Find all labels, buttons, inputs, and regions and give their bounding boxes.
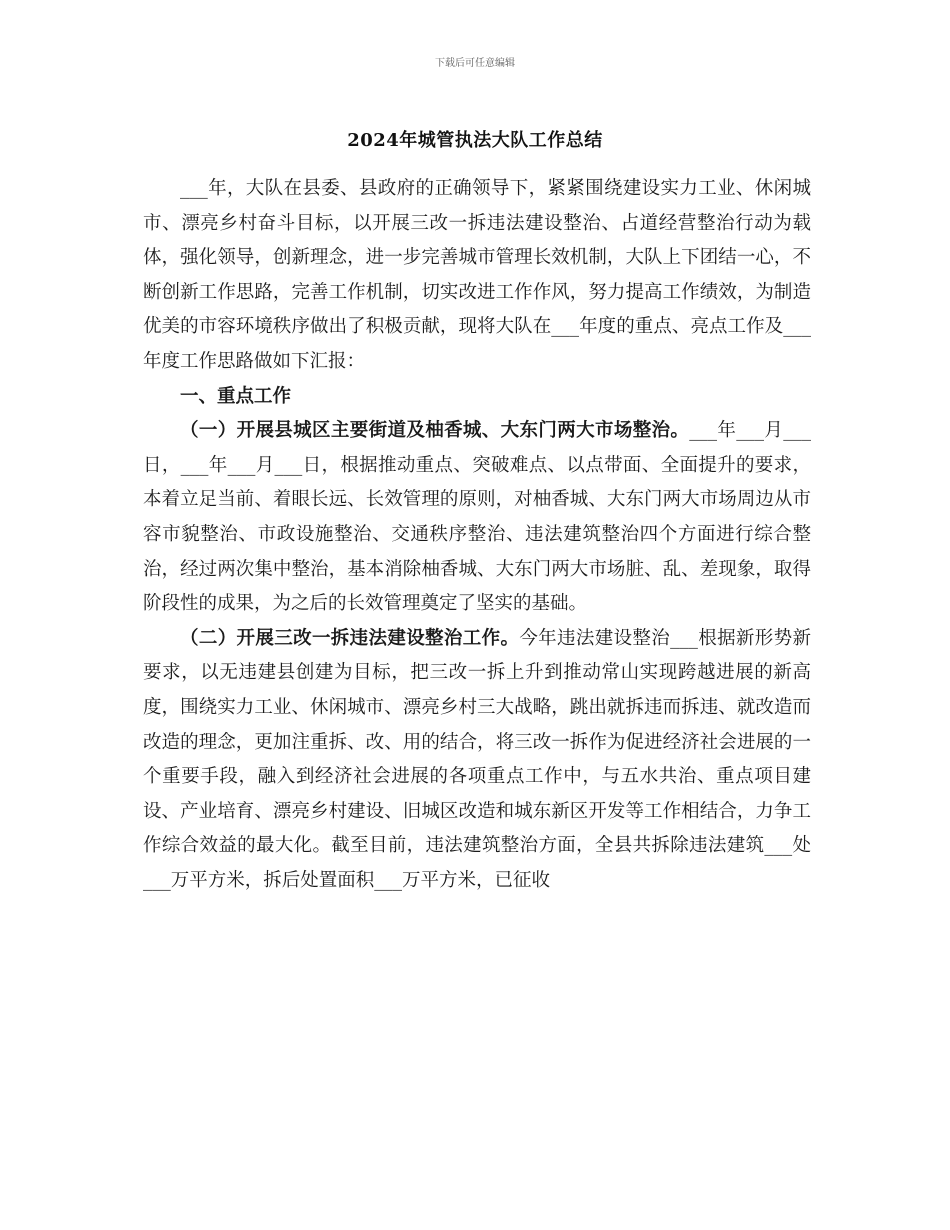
item-1-text: ___年___月___日，___年___月___日，根据推动重点、突破难点、以点带面、全面提升的要求，本着立足当前、着眼长远、长效管理的原则，对柚香城、大东门两大市场周边从市容市貌整治、市政设施整治、交通秩序整治、违法建筑整治四个方面进行综合整治，经过两次集中整治，基本消除柚香城、大东门两大市场脏、乱、差现象，取得阶段性的成果，为之后的长效管理奠定了坚实的基础。 <box>143 420 811 615</box>
intro-paragraph: ___年，大队在县委、县政府的正确领导下，紧紧围绕建设实力工业、休闲城市、漂亮乡村奋斗目标，以开展三改一拆违法建设整治、占道经营整治行动为载体，强化领导，创新理念，进一步完善城市管理长效机制，大队上下团结一心，不断创新工作思路，完善工作机制，切实改进工作作风，努力提高工作绩效，为制造优美的市容环境秩序做出了积极贡献，现将大队在___年度的重点、亮点工作及___年度工作思路做如下汇报： <box>143 178 811 372</box>
item-2-paragraph <box>143 622 811 899</box>
document-body <box>143 172 811 898</box>
header-note: 下载后可任意编辑 <box>435 58 515 69</box>
section-heading-key-work: 一、重点工作 <box>180 385 292 407</box>
document-title: 2024年城管执法大队工作总结 <box>347 130 603 151</box>
item-1-lead: （一）开展县城区主要街道及柚香城、大东门两大市场整治。 <box>180 420 690 442</box>
item-2-text: 今年违法建设整治___根据新形势新要求，以无违建县创建为目标，把三改一拆上升到推动常山实现跨越进展的新高度，围绕实力工业、休闲城市、漂亮乡村三大战略，跳出就拆违而拆违、就改造而改造的理念，更加注重拆、改、用的结合，将三改一拆作为促进经济社会进展的一个重要手段，融入到经济社会进展的各项重点工作中，与五水共治、重点项目建设、产业培育、漂亮乡村建设、旧城区改造和城东新区开发等工作相结合，力争工作综合效益的最大化。截至目前，违法建筑整治方面，全县共拆除违法建筑___处___万平方米，拆后处置面积___万平方米，已征收 <box>143 627 811 891</box>
item-1-paragraph <box>143 414 811 622</box>
item-2-lead: （二）开展三改一拆违法建设整治工作。 <box>180 627 520 649</box>
